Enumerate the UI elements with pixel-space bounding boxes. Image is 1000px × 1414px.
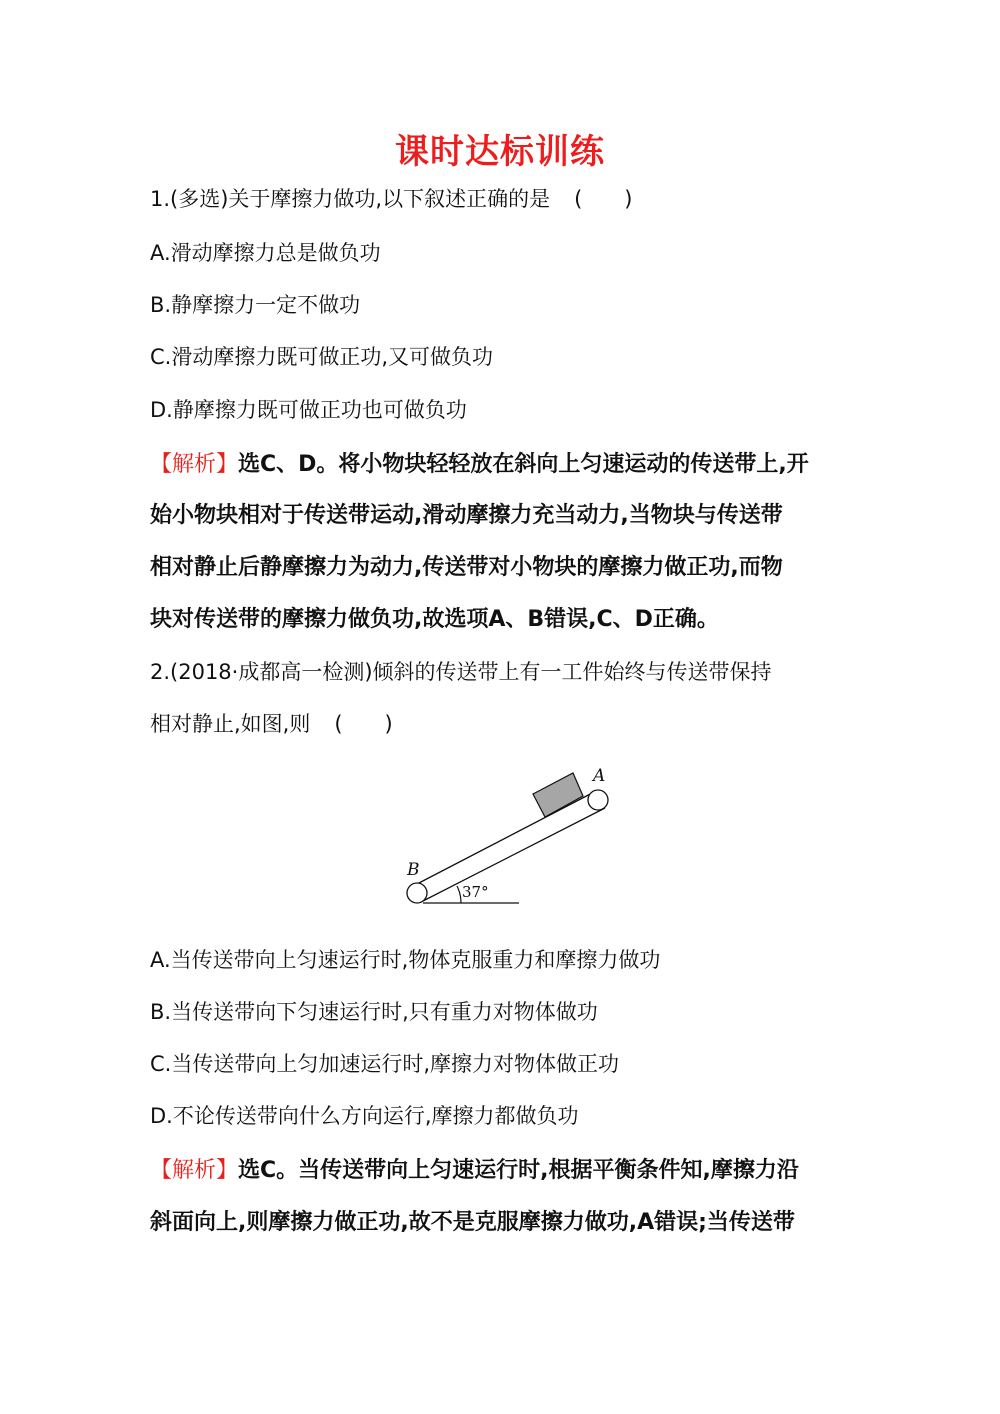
q1-analysis-line-2: 始小物块相对于传送带运动,滑动摩擦力充当动力,当物块与传送带 — [150, 503, 783, 528]
block — [533, 773, 583, 817]
q2-option-c: C.当传送带向上匀加速运行时,摩擦力对物体做正功 — [150, 1052, 620, 1076]
analysis-tag: 【解析】 — [150, 452, 239, 477]
q1-option-c: C.滑动摩擦力既可做正功,又可做负功 — [150, 345, 494, 369]
q1-stem — [150, 184, 870, 214]
q2-analysis-line-2: 斜面向上,则摩擦力做正功,故不是克服摩擦力做功,A错误;当传送带 — [150, 1210, 795, 1235]
label-a: A — [593, 766, 606, 786]
q1-analysis-line-1 — [150, 450, 870, 480]
q2-stem-line-1: 2.(2018·成都高一检测)倾斜的传送带上有一工件始终与传送带保持 — [150, 660, 772, 684]
q2-stem-text: 相对静止,如图,则 — [150, 712, 311, 736]
q2-answer-blank: ( ) — [334, 712, 393, 736]
label-b: B — [407, 860, 420, 880]
angle-label: 37° — [462, 883, 489, 901]
analysis-tag: 【解析】 — [150, 1158, 239, 1183]
page-title: 课时达标训练 — [395, 132, 605, 172]
pulley-b — [407, 883, 427, 903]
analysis-text: 选C。当传送带向上匀速运行时,根据平衡条件知,摩擦力沿 — [238, 1158, 799, 1183]
q1-analysis-line-4: 块对传送带的摩擦力做负功,故选项A、B错误,C、D正确。 — [150, 607, 719, 632]
q2-option-b: B.当传送带向下匀速运行时,只有重力对物体做功 — [150, 1000, 598, 1024]
q1-option-d: D.静摩擦力既可做正功也可做负功 — [150, 398, 467, 422]
q2-option-a: A.当传送带向上匀速运行时,物体克服重力和摩擦力做功 — [150, 948, 661, 972]
q1-option-a: A.滑动摩擦力总是做负功 — [150, 241, 381, 265]
q1-stem-text: 1.(多选)关于摩擦力做功,以下叙述正确的是 — [150, 187, 551, 211]
analysis-text: 选C、D。将小物块轻轻放在斜向上匀速运动的传送带上,开 — [238, 452, 809, 477]
q2-stem-line-2 — [150, 709, 870, 739]
q2-analysis-line-1 — [150, 1156, 870, 1186]
pulley-a — [588, 790, 608, 810]
q1-analysis-line-3: 相对静止后静摩擦力为动力,传送带对小物块的摩擦力做正功,而物 — [150, 555, 783, 580]
conveyor-belt-diagram — [395, 762, 635, 912]
q2-option-d: D.不论传送带向什么方向运行,摩擦力都做负功 — [150, 1104, 579, 1128]
q1-answer-blank: ( ) — [574, 187, 633, 211]
q1-option-b: B.静摩擦力一定不做功 — [150, 293, 361, 317]
